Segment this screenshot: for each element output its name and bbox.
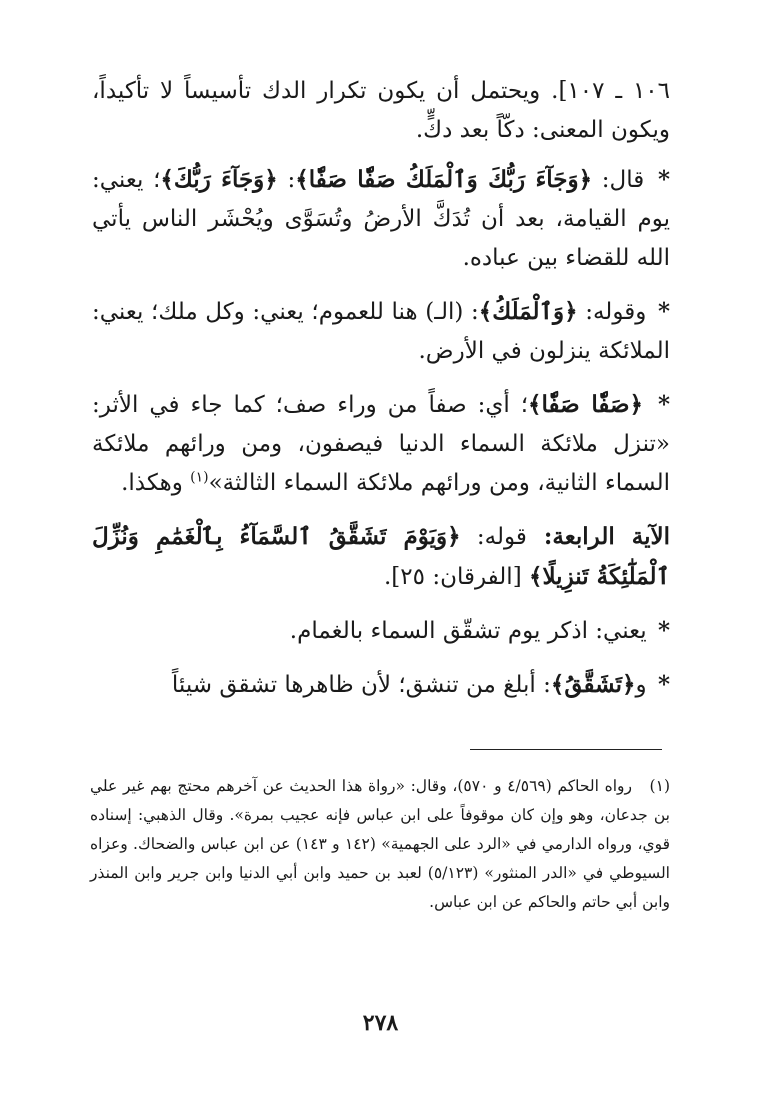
text-run: : (الـ) هنا للعموم؛ يعني: وكل ملك؛ يعني: الملائكة ينزلون في الأرض. — [92, 299, 670, 364]
text-run: قوله: — [460, 524, 527, 550]
quran-quote: ﴿صَفّٗا صَفّٗا﴾ — [528, 391, 643, 418]
quran-quote: ﴿وَٱلْمَلَكُ﴾ — [478, 298, 578, 325]
paragraph — [92, 72, 670, 150]
bullet-star: * — [657, 391, 670, 418]
text-run: : — [277, 167, 296, 193]
quran-quote: ﴿وَيَوْمَ تَشَقَّقُ ٱلسَّمَآءُ بِٱلْغَمَٰمِ وَنُزِّلَ ٱلْمَلَٰٓئِكَةُ تَنزِيلًا﴾ — [92, 523, 670, 590]
paragraph — [92, 517, 670, 597]
paragraph — [92, 611, 670, 651]
footnotes — [90, 772, 670, 917]
text-run: و — [635, 672, 647, 698]
bullet-star: * — [657, 166, 671, 193]
bold-heading: الآية الرابعة: — [526, 523, 671, 550]
bullet-star: * — [657, 617, 670, 644]
paragraph — [92, 160, 670, 278]
text-run: : أبلغ من تنشق؛ لأن ظاهرها تشقق شيئاً — [171, 672, 551, 698]
bullet-star: * — [657, 298, 670, 325]
text-run: قال: — [592, 167, 645, 193]
paragraph — [92, 385, 670, 503]
footnote-ref: (١) — [190, 469, 209, 486]
footnote-text: رواه الحاكم (٤/٥٦٩ و ٥٧٠)، وقال: «رواة هذا الحديث عن آخرهم محتج بهم غير علي بن جدعان، وهو وإن كان موقوفاً على ابن عباس فإنه عجيب بمرة». وقال الذهبي: إسناده قوي، ورواه الدارمي في «الرد على الجهمية» (١٤٢ و ١٤٣) عن ابن عباس والضحاك. وعزاه السيوطي في «الدر المنثور» (٥/١٢٣) لعبد بن حميد وابن أبي الدنيا وابن جرير وابن المنذر وابن أبي حاتم والحاكم عن ابن عباس. — [90, 777, 670, 911]
footnote-number: (١) — [649, 777, 670, 795]
text-run: وقوله: — [577, 299, 647, 325]
paragraph — [92, 665, 670, 705]
paragraph — [92, 292, 670, 371]
page-number: ٢٧٨ — [362, 1010, 399, 1036]
text-run: يعني: اذكر يوم تشقّق السماء بالغمام. — [289, 618, 647, 644]
footnote — [90, 772, 670, 917]
text-run: ؛ يعني: يوم القيامة، بعد أن تُدَكَّ الأرضُ وتُسَوَّى ويُحْشَر الناس يأتي الله للقضاء بين عباده. — [92, 167, 670, 271]
text-run: ؛ أي: صفاً من وراء صف؛ كما جاء في الأثر: «تنزل ملائكة السماء الدنيا فيصفون، ومن ورائهم ملائكة السماء الثانية، ومن ورائهم ملائكة السماء الثالثة» — [92, 392, 670, 496]
main-text — [92, 72, 670, 719]
text-run: وهكذا. — [121, 470, 191, 496]
quran-quote: ﴿وَجَآءَ رَبُّكَ وَٱلْمَلَكُ صَفّٗا صَفّٗا﴾ — [295, 166, 593, 193]
text-run: ١٠٦ ـ ١٠٧]. ويحتمل أن يكون تكرار الدك تأسيساً لا تأكيداً، ويكون المعنى: دكّاً بعد دكٍّ. — [92, 78, 670, 143]
footnote-separator — [470, 749, 662, 750]
text-run: [الفرقان: ٢٥]. — [384, 564, 529, 590]
bullet-star: * — [657, 671, 670, 698]
quran-quote: ﴿وَجَآءَ رَبُّكَ﴾ — [160, 166, 278, 193]
quran-quote: ﴿تَشَقَّقُ﴾ — [550, 671, 636, 698]
